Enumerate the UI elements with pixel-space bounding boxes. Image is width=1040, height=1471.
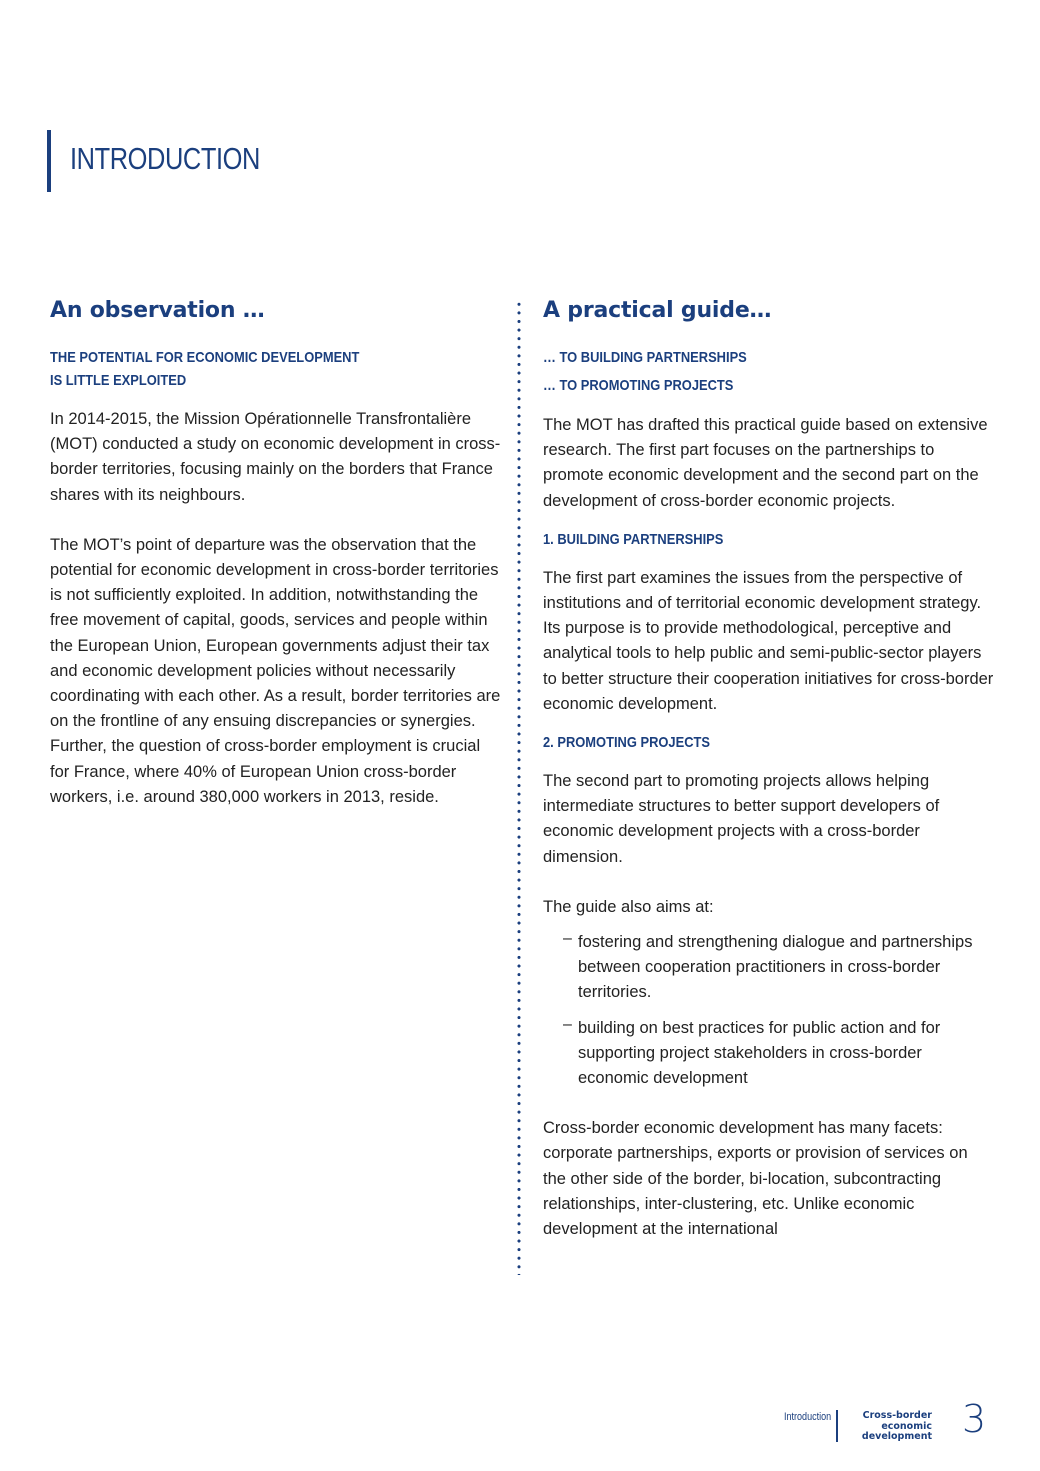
right-heading: A practical guide… (543, 298, 772, 323)
bullet-dash: – (563, 930, 572, 948)
right-intro: The MOT has drafted this practical guide based on extensive research. The first part focuses on the partnerships to promote economic development and the second part on the development of cross-border economic projects. (543, 416, 988, 510)
title-accent-bar (47, 130, 51, 192)
left-heading: An observation … (50, 298, 265, 323)
section-1-title: 1. BUILDING PARTNERSHIPS (543, 530, 724, 548)
dotted-column-divider (517, 300, 521, 1275)
aim-bullet-2 (563, 1016, 995, 1092)
bullet-dash: – (563, 1015, 572, 1033)
footer-guide-line-3: development (861, 1431, 932, 1442)
left-kicker-line-2: IS LITTLE EXPLOITED (50, 372, 187, 389)
page-number: 3 (962, 1397, 987, 1441)
footer-guide-line-1: Cross-border (862, 1410, 932, 1421)
left-kicker-line-1: THE POTENTIAL FOR ECONOMIC DEVELOPMENT (50, 349, 360, 366)
left-paragraph-1: In 2014-2015, the Mission Opérationnelle Transfrontalière (MOT) conducted a study on economic development in cross-border territories, focusing mainly on the borders that France shares with its neighbours. (50, 410, 501, 504)
right-kicker-line-2: … TO PROMOTING PROJECTS (543, 377, 734, 394)
section-2-title: 2. PROMOTING PROJECTS (543, 734, 711, 752)
footer-divider (836, 1410, 838, 1442)
closing-paragraph: Cross-border economic development has many facets: corporate partnerships, exports or provision of services on the other side of the border, bi-location, subcontracting relationships, inter-clustering, etc. Unlike economic development at the international (543, 1119, 968, 1239)
right-kicker-line-1: … TO BUILDING PARTNERSHIPS (543, 349, 747, 366)
section-2-text: The second part to promoting projects allows helping intermediate structures to better support developers of economic development projects with a cross-border dimension. (543, 772, 940, 866)
footer-section-label: Introduction (784, 1411, 832, 1423)
section-1-text: The first part examines the issues from the perspective of institutions and of territorial economic development strategy. Its purpose is to provide methodological, perceptive and analytical tools to help public and semi-public-sector players to better structure their cooperation initiatives for cross-border economic development. (543, 568, 994, 713)
left-paragraph-2: The MOT’s point of departure was the observation that the potential for economic development in cross-border territories is not sufficiently exploited. In addition, notwithstanding the free movement of capital, goods, services and people within the European Union, European governments adjust their tax and economic development policies without necessarily coordinating with each other. As a result, border territories are on the frontline of any ensuing discrepancies or synergies. Further, the question of cross-border employment is crucial for France, where 40% of European Union cross-border workers, i.e. around 380,000 workers in 2013, reside. (50, 535, 501, 806)
footer-guide-line-2: economic (881, 1420, 932, 1432)
aim-text-1: fostering and strengthening dialogue and partnerships between cooperation practitioners in cross-border territories. (578, 933, 973, 1002)
left-column (50, 298, 502, 810)
aims-intro: The guide also aims at: (543, 897, 714, 916)
aim-bullet-1 (563, 930, 995, 1006)
aim-text-2: building on best practices for public action and for supporting project stakeholders in cross-border economic development (578, 1018, 941, 1088)
footer-guide-title (852, 1411, 932, 1443)
right-column (543, 298, 995, 1242)
page-title: INTRODUCTION (70, 141, 260, 176)
